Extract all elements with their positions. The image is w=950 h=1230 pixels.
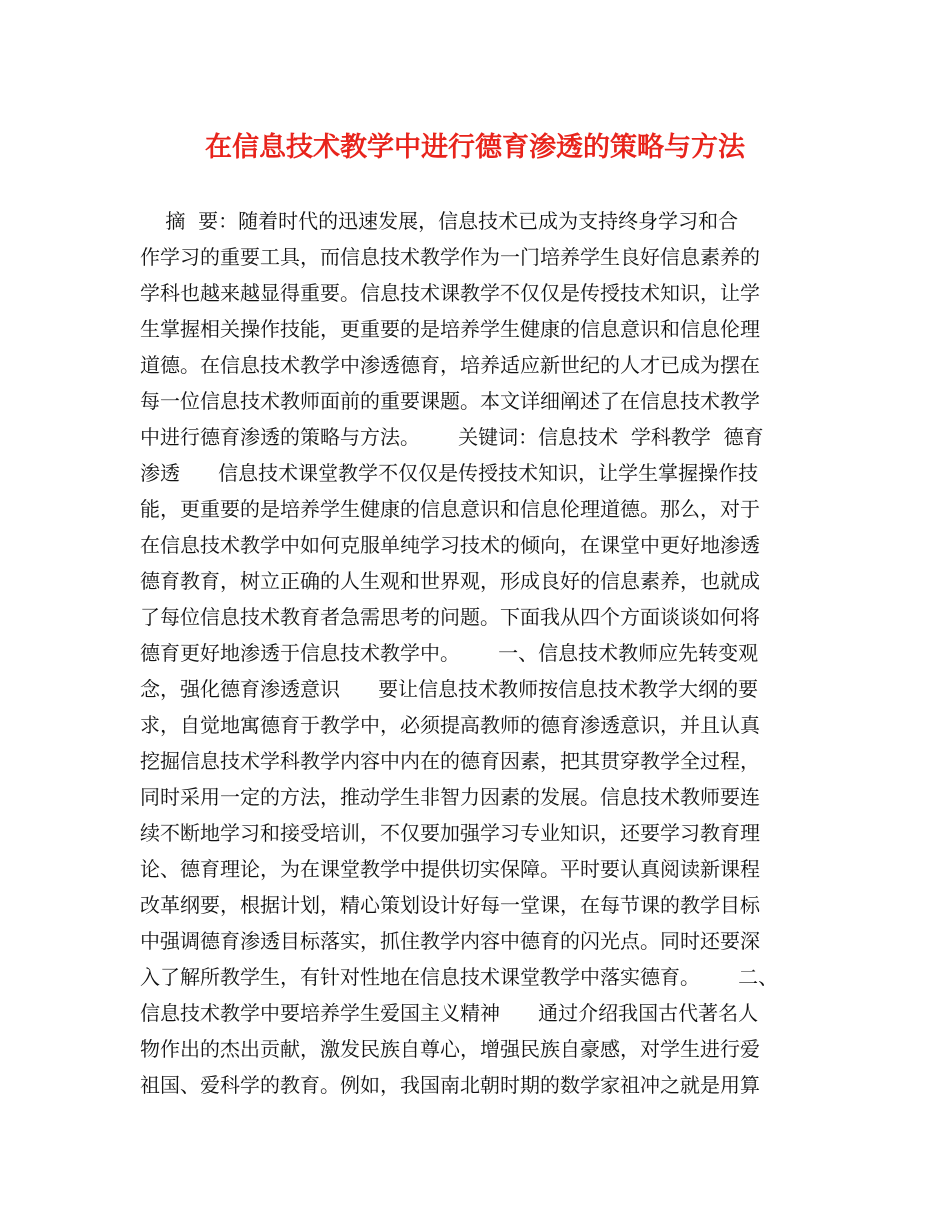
body-line: 论、德育理论，为在课堂教学中提供切实保障。平时要认真阅读新课程 xyxy=(140,857,760,881)
body-line: 学科也越来越显得重要。信息技术课教学不仅仅是传授技术知识，让学 xyxy=(140,281,760,305)
body-line: 能，更重要的是培养学生健康的信息意识和信息伦理道德。那么，对于 xyxy=(140,497,760,521)
body-line: 挖掘信息技术学科教学内容中内在的德育因素，把其贯穿教学全过程， xyxy=(140,749,760,773)
body-line: 作学习的重要工具，而信息技术教学作为一门培养学生良好信息素养的 xyxy=(140,245,760,269)
body-line: 了每位信息技术教育者急需思考的问题。下面我从四个方面谈谈如何将 xyxy=(140,605,760,629)
body-line: 德育教育，树立正确的人生观和世界观，形成良好的信息素养，也就成 xyxy=(140,569,760,593)
body-line: 续不断地学习和接受培训，不仅要加强学习专业知识，还要学习教育理 xyxy=(140,821,760,845)
body-line: 改革纲要，根据计划，精心策划设计好每一堂课，在每节课的教学目标 xyxy=(140,893,760,917)
body-line: 物作出的杰出贡献，激发民族自尊心，增强民族自豪感，对学生进行爱 xyxy=(140,1037,760,1061)
document-title: 在信息技术教学中进行德育渗透的策略与方法 xyxy=(205,132,745,163)
body-line: 中强调德育渗透目标落实，抓住教学内容中德育的闪光点。同时还要深 xyxy=(140,929,760,953)
body-line: 同时采用一定的方法，推动学生非智力因素的发展。信息技术教师要连 xyxy=(140,785,760,809)
document-body xyxy=(140,203,830,1103)
body-line: 德育更好地渗透于信息技术教学中。 一、信息技术教师应先转变观 xyxy=(140,641,759,665)
body-line: 在信息技术教学中如何克服单纯学习技术的倾向，在课堂中更好地渗透 xyxy=(140,533,760,557)
body-line: 中进行德育渗透的策略与方法。 关键词：信息技术 学科教学 德育 xyxy=(140,425,764,449)
body-line: 摘 要：随着时代的迅速发展，信息技术已成为支持终身学习和合 xyxy=(140,209,739,233)
body-line: 信息技术教学中要培养学生爱国主义精神 通过介绍我国古代著名人 xyxy=(140,1001,759,1025)
body-line: 入了解所教学生，有针对性地在信息技术课堂教学中落实德育。 二、 xyxy=(140,965,779,989)
body-line: 渗透 信息技术课堂教学不仅仅是传授技术知识，让学生掌握操作技 xyxy=(140,461,759,485)
body-line: 念，强化德育渗透意识 要让信息技术教师按信息技术教学大纲的要 xyxy=(140,677,759,701)
body-line: 生掌握相关操作技能，更重要的是培养学生健康的信息意识和信息伦理 xyxy=(140,317,760,341)
body-line: 道德。在信息技术教学中渗透德育，培养适应新世纪的人才已成为摆在 xyxy=(140,353,760,377)
body-line: 祖国、爱科学的教育。例如，我国南北朝时期的数学家祖冲之就是用算 xyxy=(140,1073,760,1097)
body-line: 求，自觉地寓德育于教学中，必须提高教师的德育渗透意识，并且认真 xyxy=(140,713,760,737)
body-line: 每一位信息技术教师面前的重要课题。本文详细阐述了在信息技术教学 xyxy=(140,389,760,413)
